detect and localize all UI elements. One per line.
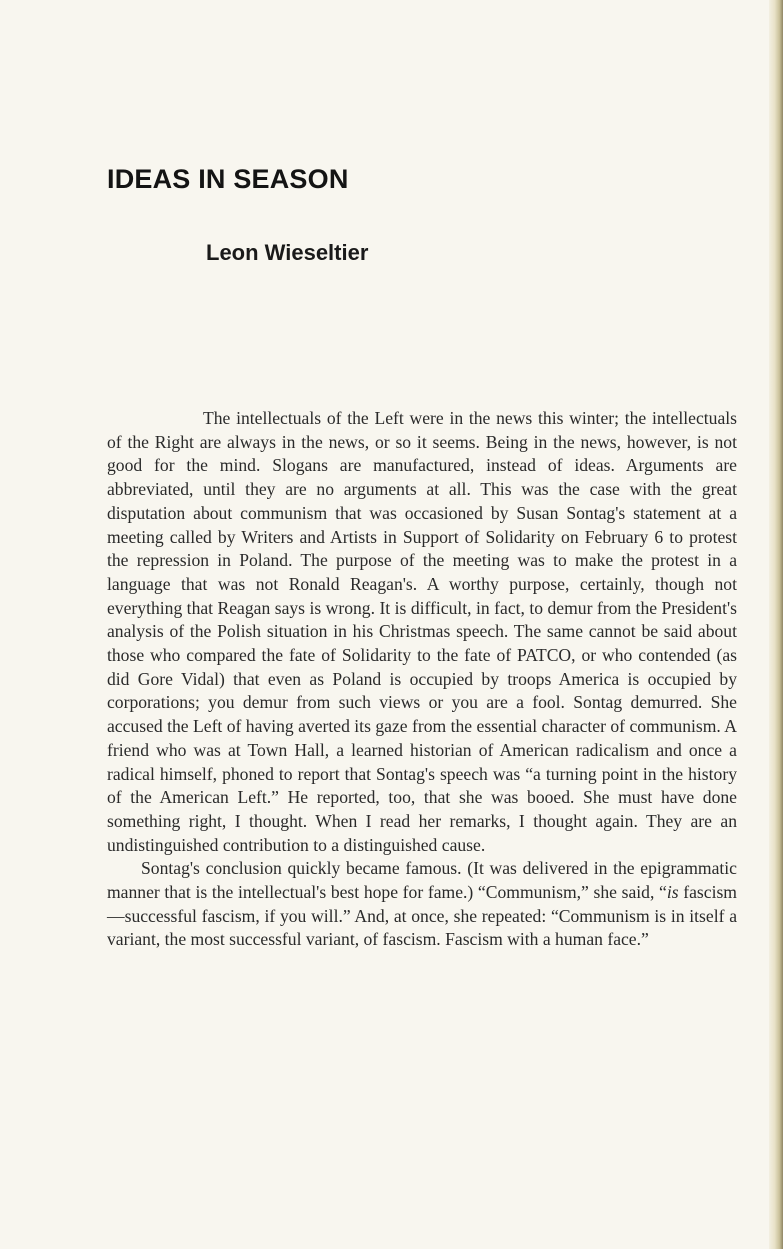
emphasized-word: is xyxy=(666,882,679,903)
body-paragraph xyxy=(107,857,737,952)
page-edge-shadow xyxy=(769,0,783,1249)
chapter-title: IDEAS IN SEASON xyxy=(107,164,349,194)
author-name: Leon Wieseltier xyxy=(206,240,369,265)
paragraph-text: fascism—successful fascism, if you will.” And, at once, she repeated: “Communism is in itself a variant, the most successful variant, of fascism. Fascism with a human face.” xyxy=(107,882,737,950)
article-body xyxy=(107,407,737,952)
paragraph-text: The intellectuals of the Left were in the news this winter; the intellectuals of the Right are always in the news, or so it seems. Being in the news, however, is not good for the mind. Slogans are manufactured, instead of ideas. Arguments are abbreviated, until they are no arguments at all. This was the case with the great disputation about communism that was occasioned by Susan Sontag's statement at a meeting called by Writers and Artists in Support of Solidarity on February 6 to protest the repression in Poland. The purpose of the meeting was to make the protest in a language that was not Ronald Reagan's. A worthy purpose, certainly, though not everything that Reagan says is wrong. It is difficult, in fact, to demur from the President's analysis of the Polish situation in his Christmas speech. The same cannot be said about those who compared the fate of Solidarity to the fate of PATCO, or who contended (as did Gore Vidal) that even as Poland is occupied by troops America is occupied by corporations; you demur from such views or you are a fool. Sontag demurred. She accused the Left of having averted its gaze from the essential character of communism. A friend who was at Town Hall, a learned historian of American radicalism and once a radical himself, phoned to report that Sontag's speech was “a turning point in the history of the American Left.” He reported, too, that she was booed. She must have done something right, I thought. When I read her remarks, I thought again. They are an undistinguished contribution to a distinguished cause. xyxy=(107,408,737,855)
paragraph-text: Sontag's conclusion quickly became famous. (It was delivered in the epigrammatic manner that is the intellectual's best hope for fame.) “Communism,” she said, “ xyxy=(107,858,737,903)
body-paragraph xyxy=(107,407,737,857)
